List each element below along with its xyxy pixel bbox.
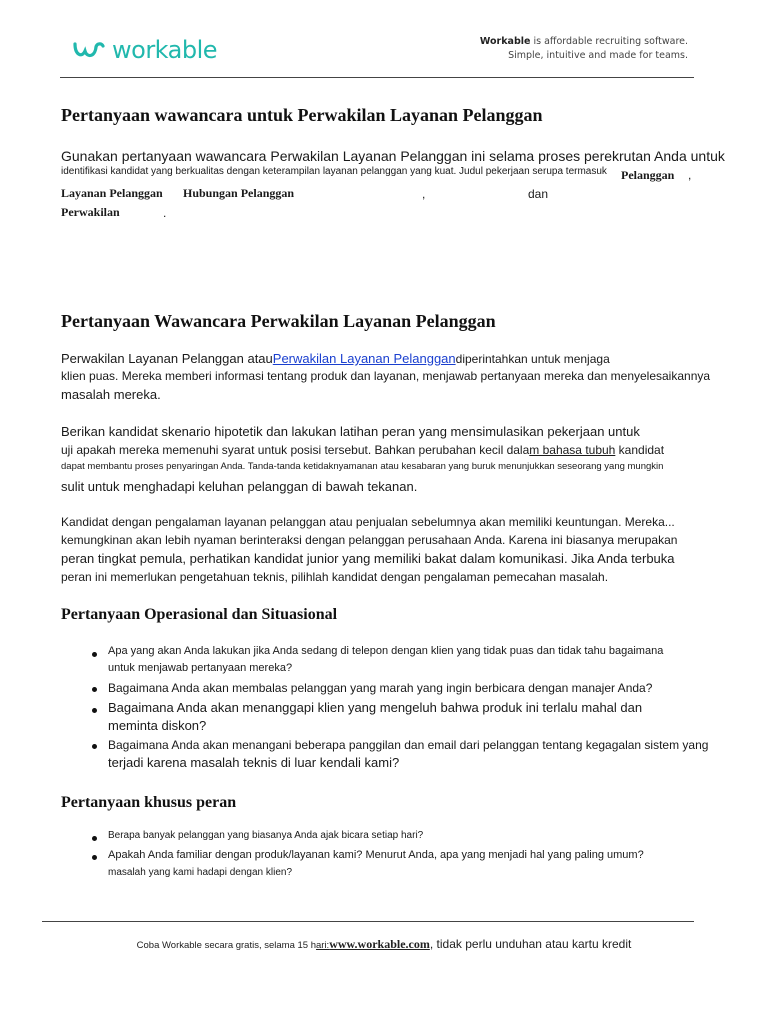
section1-paragraph3-line2: kemungkinan akan lebih nyaman berinteraksi dengan pelanggan perusahaan Anda. Karena ini biasanya merupakan [61,533,678,547]
section1-paragraph3-line4: peran ini memerlukan pengetahuan teknis, pilihlah kandidat dengan pengalaman pemecahan masalah. [61,570,609,584]
bullet-icon [92,855,97,860]
p2-text-a: uji apakah mereka memenuhi syarat untuk posisi tersebut. Bahkan perubahan kecil dala [61,443,530,457]
footer-text-b: , tidak perlu unduhan atau kartu kredit [429,937,632,951]
p2-text-b: kandidat [615,443,665,457]
list-item: Bagaimana Anda akan menangani beberapa panggilan dan email dari pelanggan tentang kegagalan sistem yang [108,738,709,752]
workable-logo[interactable] [72,36,217,64]
page-title: Pertanyaan wawancara untuk Perwakilan Layanan Pelanggan [61,105,543,125]
body-language-link[interactable]: m bahasa tubuh [529,443,616,457]
list-item-continuation: masalah yang kami hadapi dengan klien? [108,867,293,878]
bullet-icon [92,687,97,692]
list-item: Bagaimana Anda akan membalas pelanggan yang marah yang ingin berbicara dengan manajer Anda? [108,681,653,695]
logo-wordmark: workable [112,36,218,64]
section1-paragraph2-line2 [61,443,664,457]
section-title-role-specific: Pertanyaan khusus peran [61,794,237,811]
section1-paragraph3-line1: Kandidat dengan pengalaman layanan pelanggan atau penjualan sebelumnya akan memiliki keuntungan. Mereka... [61,515,675,529]
bullet-icon [92,652,97,657]
intro-period: . [163,206,167,220]
intro-term-hubungan: Hubungan Pelanggan [183,186,295,200]
footer-divider [42,921,694,922]
workable-w-icon [72,39,106,61]
list-item: Berapa banyak pelanggan yang biasanya Anda ajak bicara setiap hari? [108,830,424,841]
customer-service-rep-link[interactable]: Perwakilan Layanan Pelanggan [272,351,456,366]
intro-line-2: identifikasi kandidat yang berkualitas dengan keterampilan layanan pelanggan yang kuat. Judul pekerjaan serupa termasuk [61,166,607,177]
section1-paragraph3-line3: peran tingkat pemula, perhatikan kandidat junior yang memiliki bakat dalam komunikasi. Jika Anda terbuka [61,551,675,566]
p1-text-a: Perwakilan Layanan Pelanggan atau [61,351,273,366]
list-item-continuation: terjadi karena masalah teknis di luar kendali kami? [108,755,400,770]
list-item-continuation: meminta diskon? [108,718,207,733]
bullet-icon [92,744,97,749]
intro-comma: , [688,168,692,182]
section1-paragraph2-line4: sulit untuk menghadapi keluhan pelanggan di bawah tekanan. [61,479,418,494]
footer-text-a: Coba Workable secara gratis, selama 15 h [136,940,316,951]
footer-cta [0,937,768,952]
p1-text-b: diperintahkan untuk menjaga [455,352,610,366]
intro-term-layanan: Layanan Pelanggan [61,186,163,200]
list-item: Apakah Anda familiar dengan produk/layanan kami? Menurut Anda, apa yang menjadi hal yang paling umum? [108,849,644,861]
section1-paragraph1-line3: masalah mereka. [61,387,161,402]
intro-term-pelanggan: Pelanggan [621,168,675,182]
tagline-line1: is affordable recruiting software. [530,36,688,47]
list-item: Bagaimana Anda akan menanggapi klien yang mengeluh bahwa produk ini terlalu mahal dan [108,700,643,715]
footer-text-ul: ari: [316,940,330,951]
footer-website-link[interactable]: www.workable.com [329,937,430,951]
intro-dan: dan [528,187,549,201]
tagline-line2: Simple, intuitive and made for teams. [508,50,688,61]
bullet-icon [92,836,97,841]
section1-paragraph1-line1 [61,350,610,368]
section1-paragraph2-line3: dapat membantu proses penyaringan Anda. Tanda-tanda ketidaknyamanan atau kesabaran yang buruk menunjukkan seseorang yang mungkin [61,461,664,472]
intro-term-perwakilan: Perwakilan [61,205,120,219]
section1-paragraph1-line2: klien puas. Mereka memberi informasi tentang produk dan layanan, menjawab pertanyaan mereka dan menyelesaikannya [61,369,711,383]
section-title-interview: Pertanyaan Wawancara Perwakilan Layanan Pelanggan [61,311,496,331]
bullet-icon [92,708,97,713]
intro-comma-2: , [422,187,426,201]
list-item-continuation: untuk menjawab pertanyaan mereka? [108,662,293,674]
section1-paragraph2-line1: Berikan kandidat skenario hipotetik dan lakukan latihan peran yang mensimulasikan pekerjaan untuk [61,424,640,439]
intro-line-1: Gunakan pertanyaan wawancara Perwakilan Layanan Pelanggan ini selama proses perekrutan Anda untuk [61,148,725,164]
list-item: Apa yang akan Anda lakukan jika Anda sedang di telepon dengan klien yang tidak puas dan tidak tahu bagaimana [108,645,664,657]
header-divider [60,77,694,78]
section-title-operational: Pertanyaan Operasional dan Situasional [61,606,338,623]
tagline-brand: Workable [479,36,531,47]
header-tagline [480,35,688,63]
